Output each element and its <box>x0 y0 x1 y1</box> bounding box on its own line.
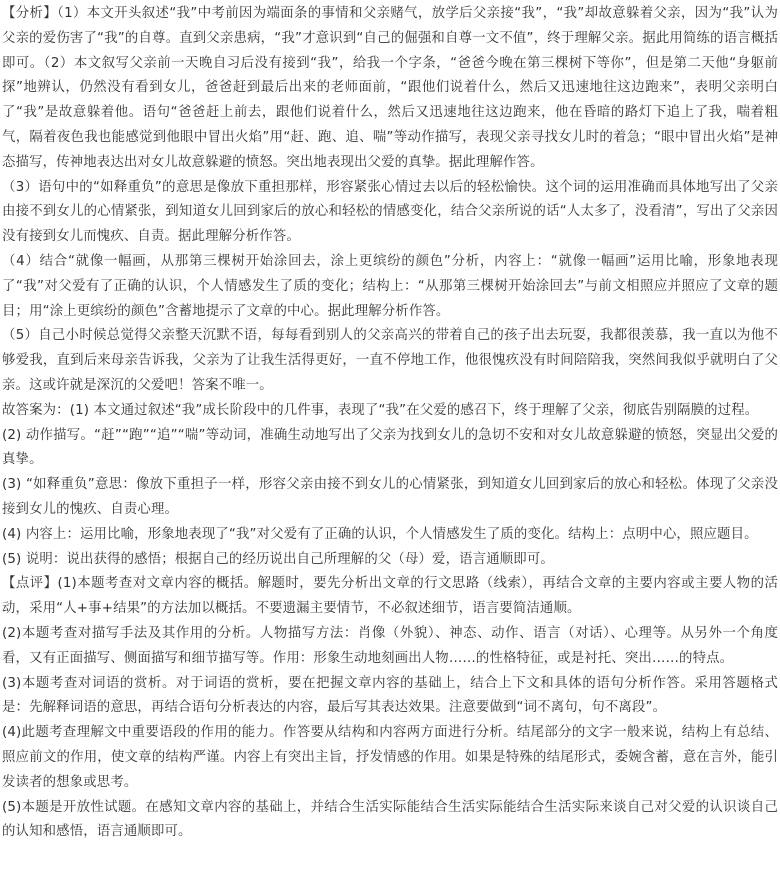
comment-5: (5)本题是开放性试题。在感知文章内容的基础上，并结合生活实际能结合生活实际能结合生活实际来谈自己对父爱的认识谈自己的认知和感悟，语言通顺即可。 <box>2 799 778 840</box>
answer-5: (5) 说明：说出获得的感悟；根据自己的经历说出自己所理解的父（母）爱，语言通顺即可。 <box>2 551 554 567</box>
analysis-paragraph-1-2: 【分析】（1）本文开头叙述“我”中考前因为端面条的事情和父亲赌气，放学后父亲接“我”，“我”却故意躲着父亲，因为“我”认为父亲的爱伤害了“我”的自尊。直到父亲患病，“我”才意识到“自己的倔强和自尊一文不值”，终于理解父亲。据此用简练的语言概括即可。（2）本文叙写父亲前一天晚自习后没有接到“我”，给我一个字条，“爸爸今晚在第三棵树下等你”，但是第二天他“身躯前探”地辨认，仍然没有看到女儿，爸爸赶到最后出来的老师面前，“跟他们说着什么，然后又迅速地往这边跑来”，表明父亲明白了“我”是故意躲着他。语句“爸爸赶上前去，跟他们说着什么，然后又迅速地往这边跑来，他在昏暗的路灯下追上了我，喘着粗气，隔着夜色我也能感觉到他眼中冒出火焰”用“赶、跑、追、喘”等动作描写，表现父亲寻找女儿时的着急；“眼中冒出火焰”是神态描写，传神地表达出对女儿故意躲避的愤怒。突出地表现出父爱的真挚。据此理解作答。 <box>2 6 778 170</box>
comment-2: (2)本题考查对描写手法及其作用的分析。人物描写方法：肖像（外貌）、神态、动作、语言（对话）、心理等。从另外一个角度看，又有正面描写、侧面描写和细节描写等。作用：形象生动地刻画出人物……的性格特征，或是衬托、突出……的特点。 <box>2 625 778 666</box>
comment-4: (4)此题考查理解文中重要语段的作用的能力。作答要从结构和内容两方面进行分析。结尾部分的文字一般来说，结构上有总结、照应前文的作用，使文章的结构严谨。内容上有突出主旨，抒发情感的作用。如果是特殊的结尾形式，委婉含蓄，意在言外，能引发读者的想象或思考。 <box>2 725 778 790</box>
comment-3: (3)本题考查对词语的赏析。对于词语的赏析，要在把握文章内容的基础上，结合上下文和具体的语句分析作答。采用答题格式是：先解释词语的意思，再结合语句分析表达的内容，最后写其表达效果。注意要做到“词不离句，句不离段”。 <box>2 675 778 716</box>
answer-1: 故答案为：(1) 本文通过叙述“我”成长阶段中的几件事，表现了“我”在父爱的感召下，终于理解了父亲，彻底告别隔膜的过程。 <box>2 402 759 418</box>
answer-4: (4) 内容上：运用比喻，形象地表现了“我”对父爱有了正确的认识，个人情感发生了质的变化。结构上：点明中心，照应题目。 <box>2 526 758 542</box>
analysis-paragraph-3: （3）语句中的“如释重负”的意思是像放下重担那样，形容紧张心情过去以后的轻松愉快。这个词的运用准确而具体地写出了父亲由接不到女儿的心情紧张，到知道女儿回到家后的放心和轻松的情感变化，结合父亲所说的话“人太多了，没看清”，写出了父亲因没有接到女儿而愧疚、自责。据此理解分析作答。 <box>2 179 778 245</box>
analysis-paragraph-5: （5）自己小时候总觉得父亲整天沉默不语，每每看到别人的父亲高兴的带着自己的孩子出去玩耍，我都很羡慕，我一直以为他不够爱我，直到后来母亲告诉我，父亲为了让我生活得更好，一直不停地工作，他很愧疚没有时间陪陪我，突然间我似乎就明白了父亲。这或许就是深沉的父爱吧！答案不唯一。 <box>2 328 778 393</box>
answer-2: (2) 动作描写。“赶”“跑”“追”“喘”等动词，准确生动地写出了父亲为找到女儿的急切不安和对女儿故意躲避的愤怒，突显出父爱的真挚。 <box>2 427 778 468</box>
answer-3: (3) “如释重负”意思：像放下重担子一样，形容父亲由接不到女儿的心情紧张，到知道女儿回到家后的放心和轻松。体现了父亲没接到女儿的愧疚、自责心理。 <box>2 477 778 517</box>
comment-1: 【点评】(1)本题考查对文章内容的概括。解题时，要先分析出文章的行文思路（线索），再结合文章的主要内容或主要人物的活动，采用“人+事+结果”的方法加以概括。不要遗漏主要情节，不必叙述细节，语言要简洁通顺。 <box>2 576 778 617</box>
analysis-paragraph-4: （4）结合“就像一幅画，从那第三棵树开始涂回去，涂上更缤纷的颜色”分析，内容上：“就像一幅画”运用比喻，形象地表现了“我”对父爱有了正确的认识，个人情感发生了质的变化；结构上：“从那第三棵树开始涂回去”与前文相照应并照应了文章的题目；用“涂上更缤纷的颜色”含蓄地提示了文章的中心。据此理解分析作答。 <box>2 253 778 319</box>
